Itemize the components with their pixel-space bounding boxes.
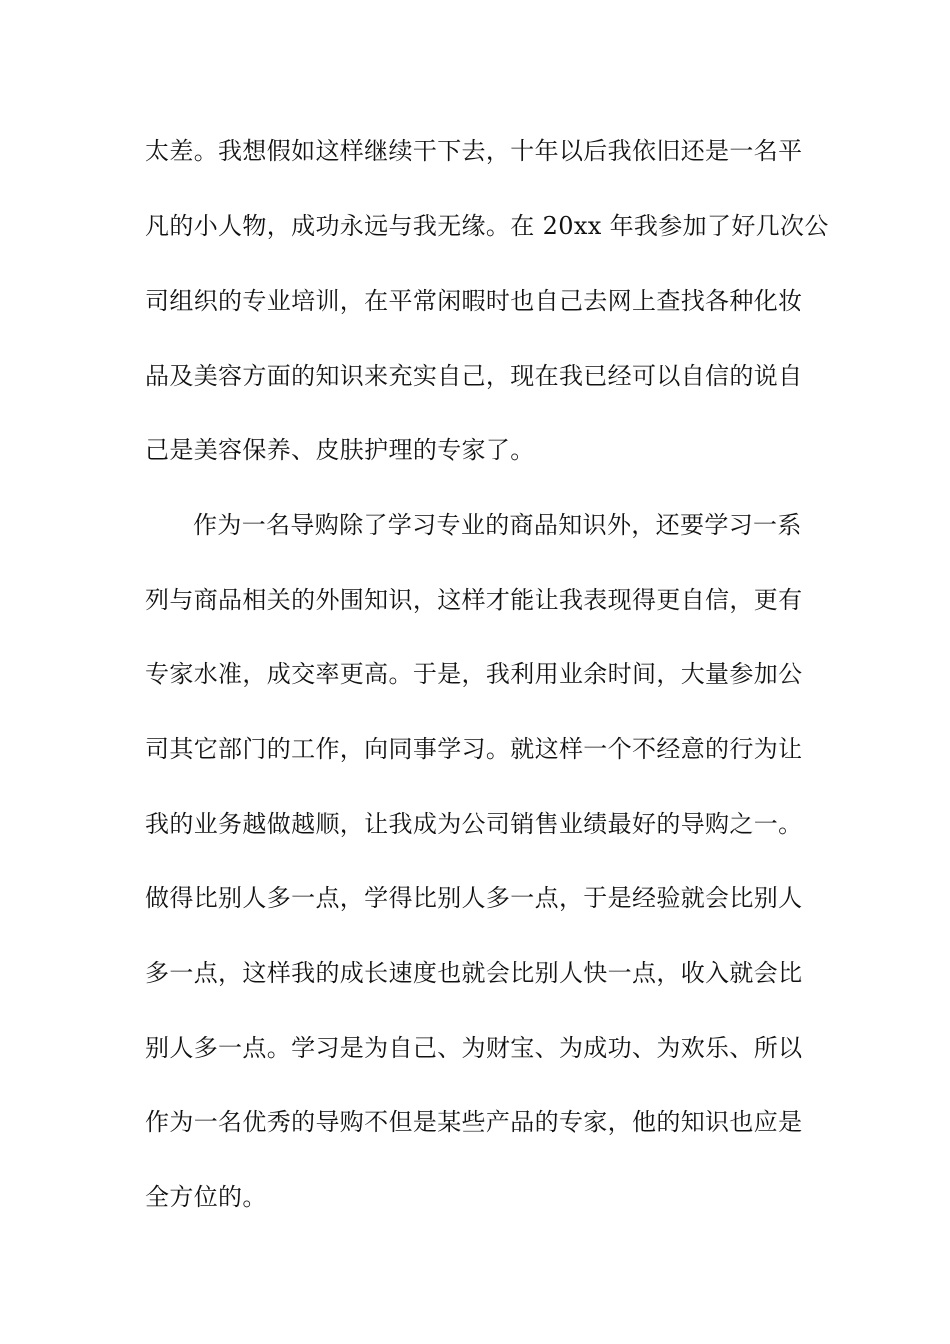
text-line: 司组织的专业培训，在平常闲暇时也自己去网上查找各种化妆: [145, 287, 803, 315]
text-line: 别人多一点。学习是为自己、为财宝、为成功、为欢乐、所以: [145, 1034, 803, 1062]
text-line: 太差。我想假如这样继续干下去，十年以后我依旧还是一名平: [145, 137, 803, 165]
text-line: 我的业务越做越顺，让我成为公司销售业绩最好的导购之一。: [145, 810, 803, 838]
text-line: 多一点，这样我的成长速度也就会比别人快一点，收入就会比: [145, 959, 803, 987]
text-line: 凡的小人物，成功永远与我无缘。在 20xx 年我参加了好几次公: [145, 212, 829, 240]
text-line: 作为一名优秀的导购不但是某些产品的专家，他的知识也应是: [145, 1108, 803, 1136]
text-line: 专家水准，成交率更高。于是，我利用业余时间，大量参加公: [145, 660, 803, 688]
text-line: 全方位的。: [145, 1183, 267, 1211]
text-line: 列与商品相关的外围知识，这样才能让我表现得更自信，更有: [145, 586, 803, 614]
text-line: 品及美容方面的知识来充实自己，现在我已经可以自信的说自: [145, 362, 803, 390]
text-line: 作为一名导购除了学习专业的商品知识外，还要学习一系: [193, 511, 802, 539]
text-line: 司其它部门的工作，向同事学习。就这样一个不经意的行为让: [145, 735, 803, 763]
text-line: 己是美容保养、皮肤护理的专家了。: [145, 436, 535, 464]
text-line: 做得比别人多一点，学得比别人多一点，于是经验就会比别人: [145, 884, 803, 912]
